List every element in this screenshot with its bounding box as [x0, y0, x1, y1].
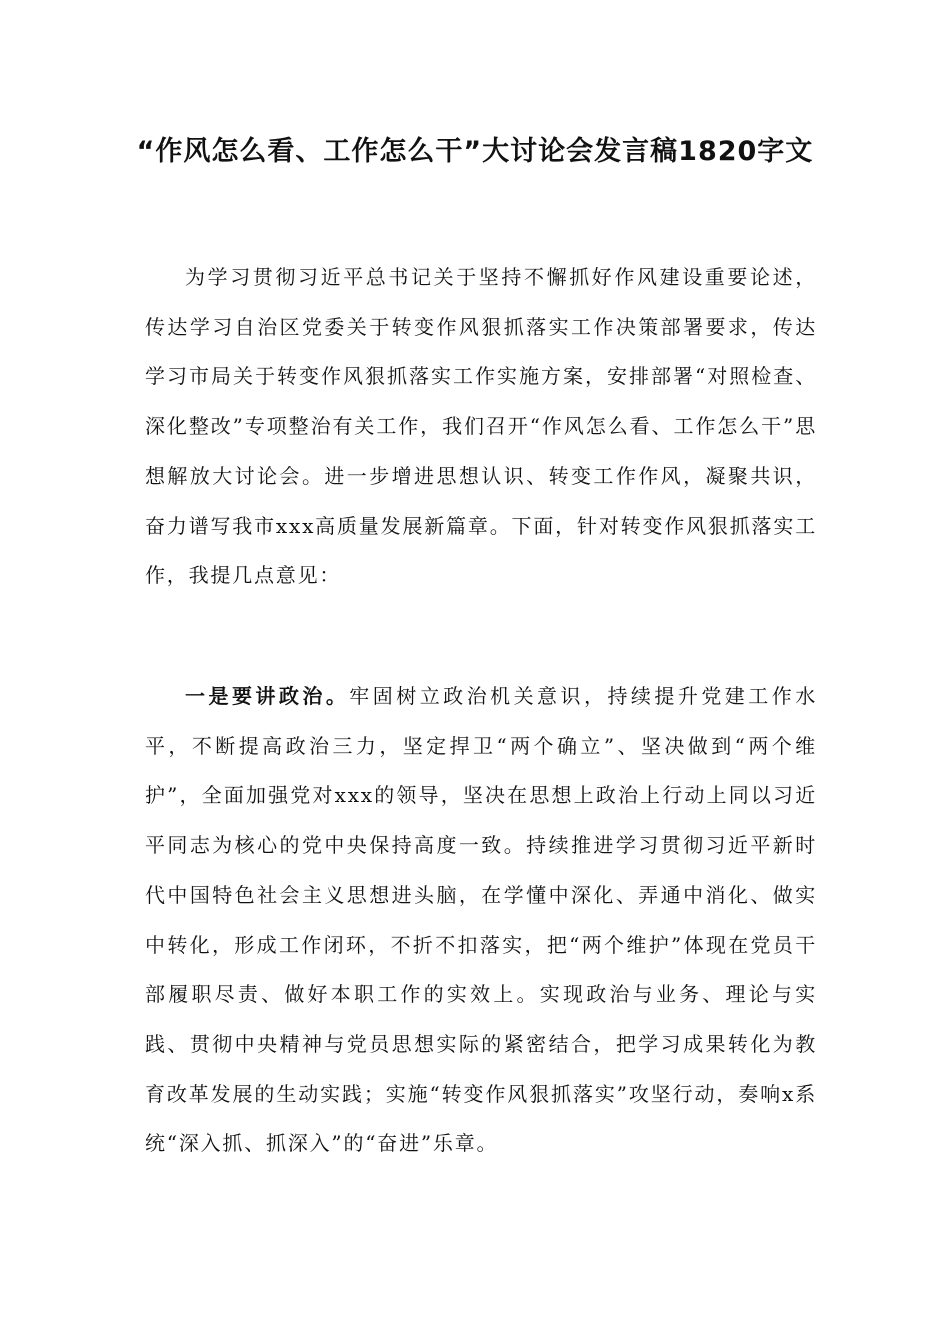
point-one-text: 牢固树立政治机关意识，持续提升党建工作水平，不断提高政治三力，坚定捍卫“两个确立”、坚决做到“两个维护”，全面加强党对xxx的领导，坚决在思想上政治上行动上同以习近平同志为核心的党中央保持高度一致。持续推进学习贯彻习近平新时代中国特色社会主义思想进头脑，在学懂中深化、弄通中消化、做实中转化，形成工作闭环，不折不扣落实，把“两个维护”体现在党员干部履职尽责、做好本职工作的实效上。实现政治与业务、理论与实践、贯彻中央精神与党员思想实际的紧密结合，把学习成果转化为教育改革发展的生动实践；实施“转变作风狠抓落实”攻坚行动，奏响x系统“深入抓、抓深入”的“奋进”乐章。 [145, 684, 818, 1156]
point-one-heading: 一是要讲政治。 [185, 684, 350, 708]
document-title: “作风怎么看、工作怎么干”大讨论会发言稿1820字文 [136, 136, 814, 167]
intro-paragraph [145, 253, 817, 601]
point-one-paragraph [145, 672, 817, 1169]
intro-paragraph-text: 为学习贯彻习近平总书记关于坚持不懈抓好作风建设重要论述，传达学习自治区党委关于转变作风狠抓落实工作决策部署要求，传达学习市局关于转变作风狠抓落实工作实施方案，安排部署“对照检查、深化整改”专项整治有关工作，我们召开“作风怎么看、工作怎么干”思想解放大讨论会。进一步增进思想认识、转变工作作风，凝聚共识，奋力谱写我市xxx高质量发展新篇章。下面，针对转变作风狠抓落实工作，我提几点意见： [145, 265, 817, 588]
